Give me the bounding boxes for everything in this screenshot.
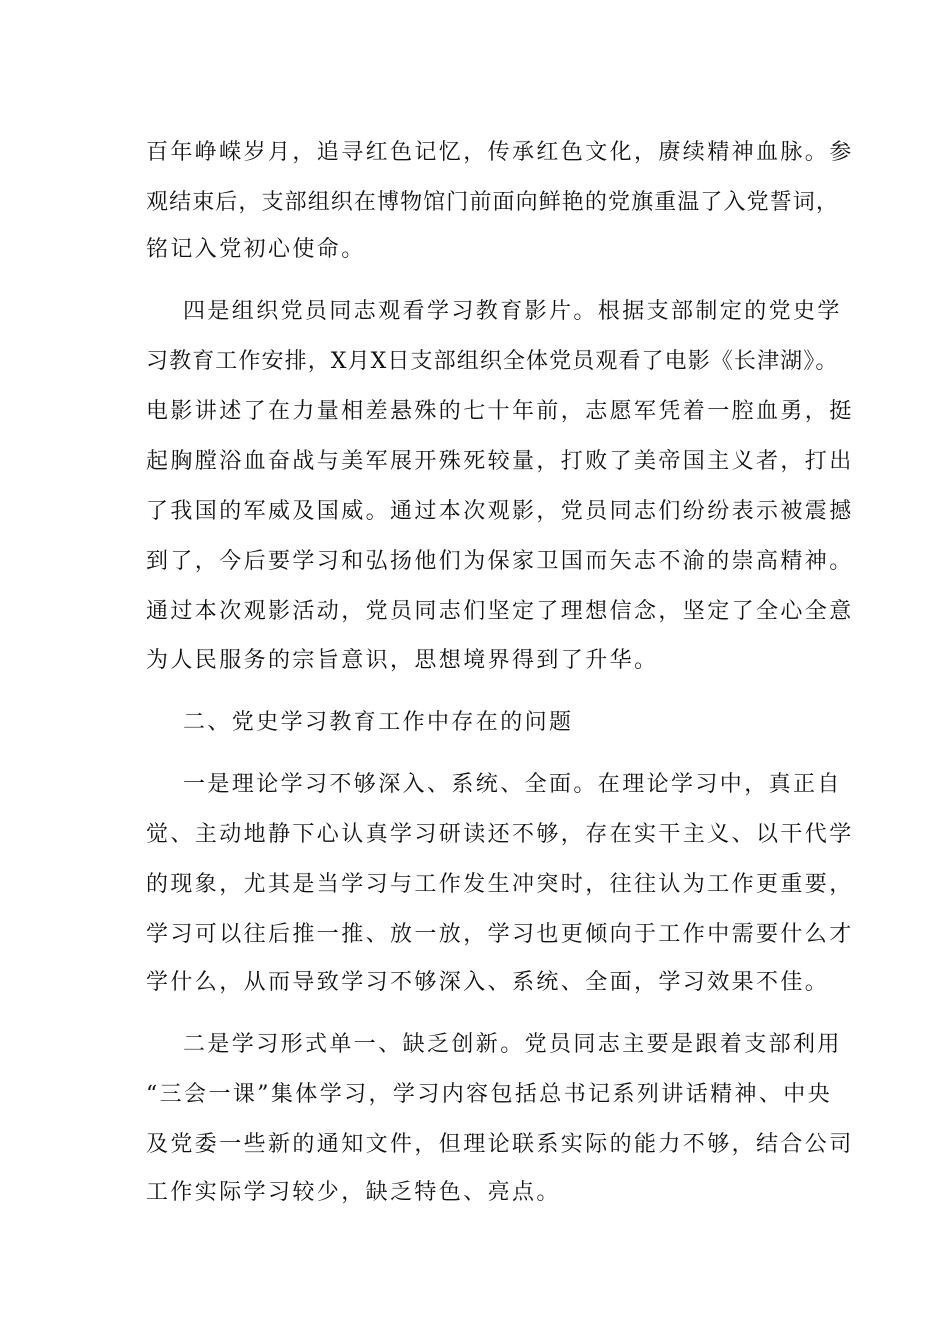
text-line: 电影讲述了在力量相差悬殊的七十年前，志愿军凭着一腔血勇，挺 [146, 399, 854, 424]
text-line: 学习可以往后推一推、放一放，学习也更倾向于工作中需要什么才 [146, 922, 854, 947]
text-line: 习教育工作安排，X月X日支部组织全体党员观看了电影《长津湖》。 [146, 349, 839, 374]
text-line: 通过本次观影活动，党员同志们坚定了理想信念，坚定了全心全意 [146, 599, 854, 624]
text-line: 到了，今后要学习和弘扬他们为保家卫国而矢志不渝的崇高精神。 [146, 549, 854, 574]
text-line: 觉、主动地静下心认真学习研读还不够，存在实干主义、以干代学 [146, 822, 854, 847]
text-line: 的现象，尤其是当学习与工作发生冲突时，往往认为工作更重要， [146, 872, 854, 897]
paragraph-start-line: 二是学习形式单一、缺乏创新。党员同志主要是跟着支部利用 [183, 1032, 842, 1057]
text-line: 学什么，从而导致学习不够深入、系统、全面，学习效果不佳。 [146, 970, 830, 995]
paragraph-start-line: 一是理论学习不够深入、系统、全面。在理论学习中，真正自 [183, 772, 842, 797]
paragraph-start-line: 四是组织党员同志观看学习教育影片。根据支部制定的党史学 [183, 299, 842, 324]
text-line: 及党委一些新的通知文件，但理论联系实际的能力不够，结合公司 [146, 1132, 854, 1157]
text-line: 百年峥嵘岁月，追寻红色记忆，传承红色文化，赓续精神血脉。参 [146, 140, 854, 165]
text-line: 工作实际学习较少，缺乏特色、亮点。 [146, 1180, 561, 1205]
text-line: 为人民服务的宗旨意识，思想境界得到了升华。 [146, 648, 659, 673]
section-heading: 二、党史学习教育工作中存在的问题 [183, 710, 574, 735]
text-line: “三会一课”集体学习，学习内容包括总书记系列讲话精神、中央 [146, 1082, 833, 1107]
text-line: 了我国的军威及国威。通过本次观影，党员同志们纷纷表示被震撼 [146, 499, 854, 524]
text-line: 铭记入党初心使命。 [146, 237, 366, 262]
text-line: 起胸膛浴血奋战与美军展开殊死较量，打败了美帝国主义者，打出 [146, 449, 854, 474]
text-line: 观结束后，支部组织在博物馆门前面向鲜艳的党旗重温了入党誓词， [146, 190, 840, 215]
